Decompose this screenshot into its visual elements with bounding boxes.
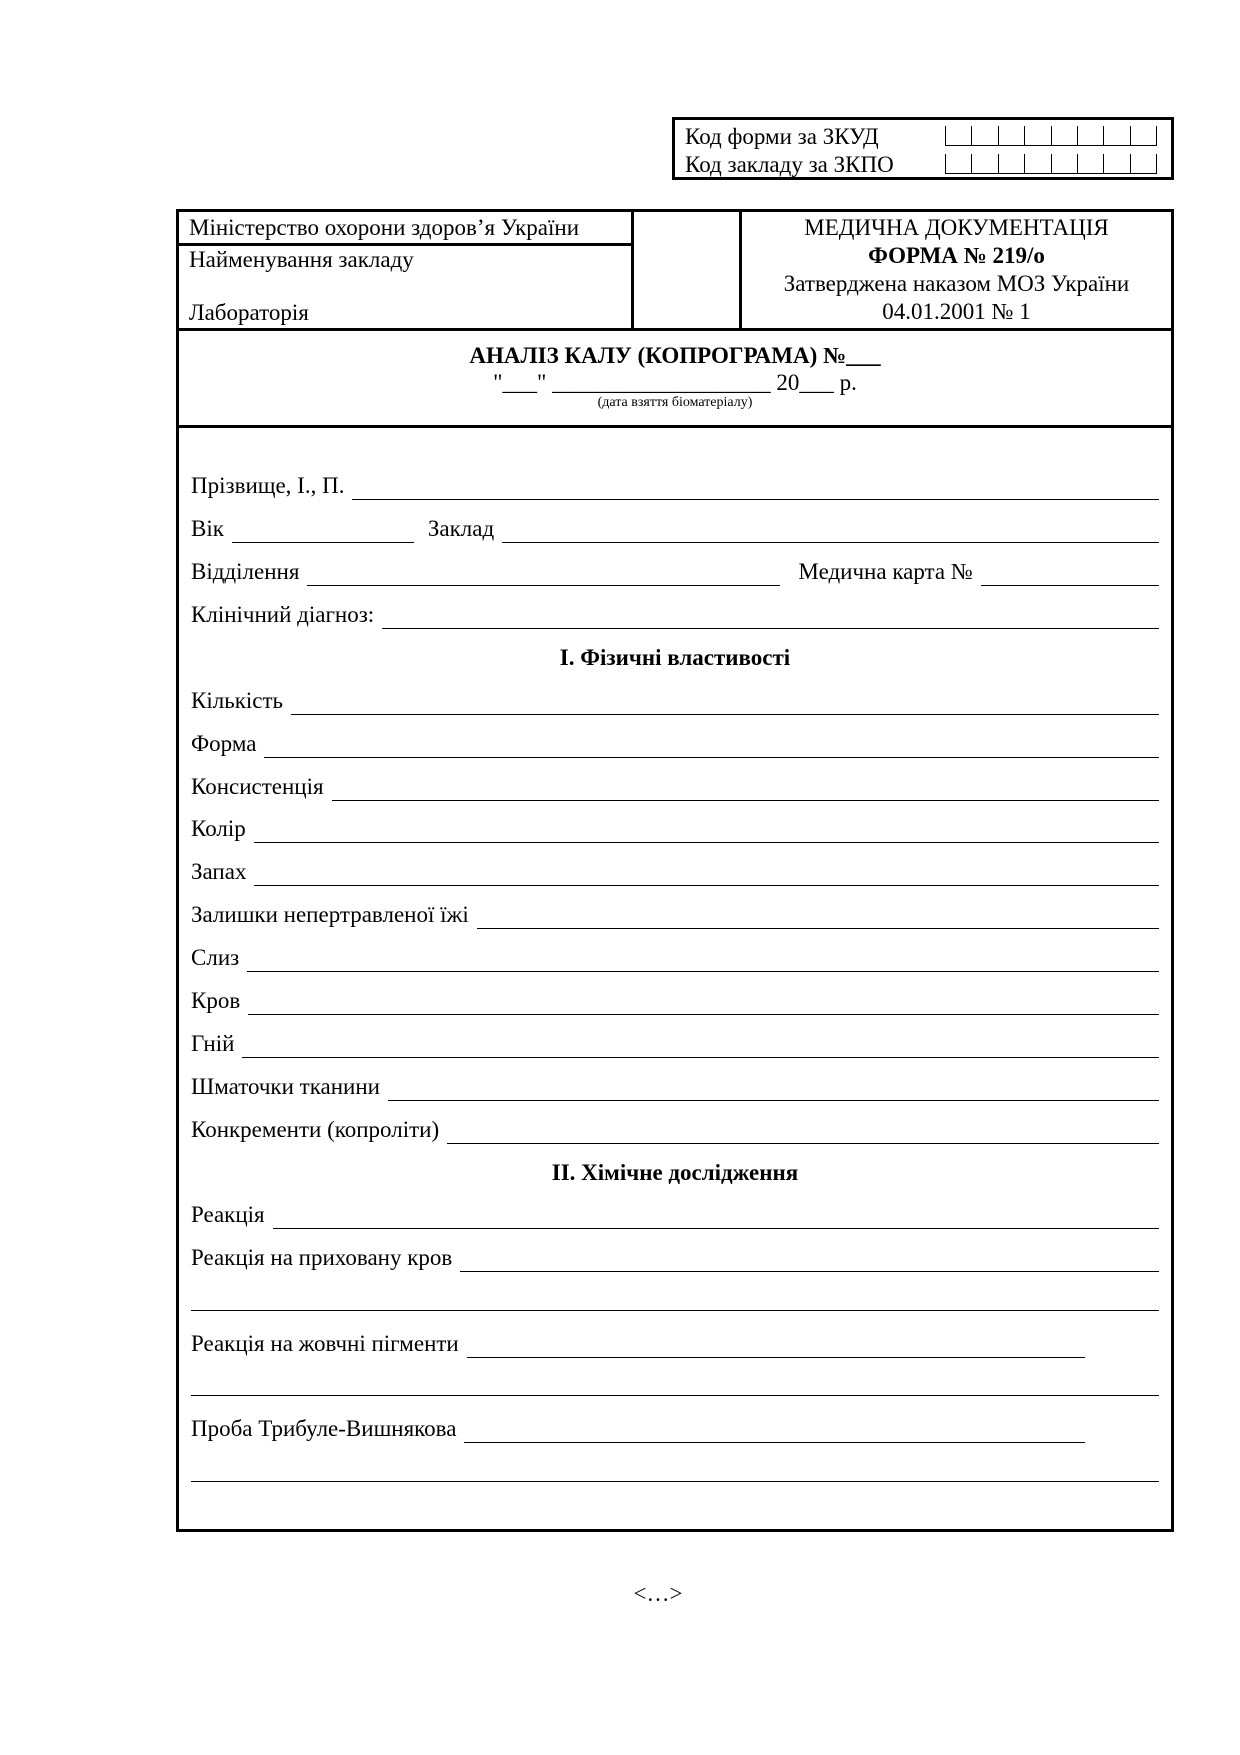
- bile-pigments-field[interactable]: Реакція на жовчні пігменти: [191, 1330, 1085, 1358]
- ministry-label: Міністерство охорони здоров’я України: [189, 215, 580, 240]
- quantity-field[interactable]: Кількість: [191, 687, 1159, 715]
- blood-field[interactable]: Кров: [191, 987, 1159, 1015]
- age-institution-row[interactable]: [191, 515, 1159, 543]
- diagnosis-field[interactable]: [191, 601, 1159, 629]
- date-line[interactable]: "___" ___________________ 20___ р.: [493, 370, 857, 395]
- shape-field[interactable]: Форма: [191, 730, 1159, 758]
- tribule-field[interactable]: Проба Трибуле-Вишнякова: [191, 1415, 1085, 1443]
- tissue-field[interactable]: Шматочки тканини: [191, 1073, 1159, 1101]
- med-card-label: Медична карта №: [798, 559, 973, 584]
- form-code-cells[interactable]: [945, 126, 1157, 146]
- hidden-blood-field[interactable]: Реакція на приховану кров: [191, 1244, 1159, 1272]
- concrements-field[interactable]: Конкременти (копроліти): [191, 1116, 1159, 1144]
- physical-heading: І. Фізичні властивості: [559, 645, 791, 670]
- age-label: Вік: [191, 516, 224, 541]
- chemical-heading: ІІ. Хімічне дослідження: [551, 1160, 799, 1185]
- form-title: АНАЛІЗ КАЛУ (КОПРОГРАМА) №___: [469, 343, 881, 368]
- approval-date: 04.01.2001 № 1: [882, 299, 1031, 324]
- form-number: ФОРМА № 219/о: [868, 243, 1045, 268]
- codes-box: [672, 117, 1174, 180]
- department-label: Відділення: [191, 559, 300, 584]
- approved-by: Затверджена наказом МОЗ України: [783, 271, 1130, 296]
- institution-code-cells[interactable]: [945, 154, 1157, 174]
- name-field[interactable]: [191, 472, 1159, 500]
- form-code-label: Код форми за ЗКУД: [685, 124, 879, 149]
- institution-label: Заклад: [427, 516, 495, 541]
- doc-type: МЕДИЧНА ДОКУМЕНТАЦІЯ: [804, 215, 1109, 240]
- diagnosis-label: Клінічний діагноз:: [191, 602, 375, 627]
- pus-field[interactable]: Гній: [191, 1030, 1159, 1058]
- smell-field[interactable]: Запах: [191, 858, 1159, 886]
- mucus-field[interactable]: Слиз: [191, 944, 1159, 972]
- bile-pigments-extra-line[interactable]: [191, 1395, 1159, 1396]
- consistency-field[interactable]: Консистенція: [191, 773, 1159, 801]
- institution-code-label: Код закладу за ЗКПО: [685, 152, 894, 177]
- name-label: Прізвище, І., П.: [191, 473, 345, 498]
- reaction-field[interactable]: Реакція: [191, 1201, 1159, 1229]
- undigested-food-field[interactable]: Залишки непертравленої їжі: [191, 901, 1159, 929]
- laboratory-label: Лабораторія: [189, 300, 309, 325]
- page-continuation: <…>: [633, 1581, 683, 1606]
- form-frame: [176, 209, 1174, 1532]
- color-field[interactable]: Колір: [191, 815, 1159, 843]
- tribule-extra-line[interactable]: [191, 1481, 1159, 1482]
- hidden-blood-extra-line[interactable]: [191, 1310, 1159, 1311]
- date-caption: (дата взяття біоматеріалу): [597, 395, 753, 410]
- department-row[interactable]: [191, 558, 1159, 586]
- institution-name-label: Найменування закладу: [189, 247, 414, 272]
